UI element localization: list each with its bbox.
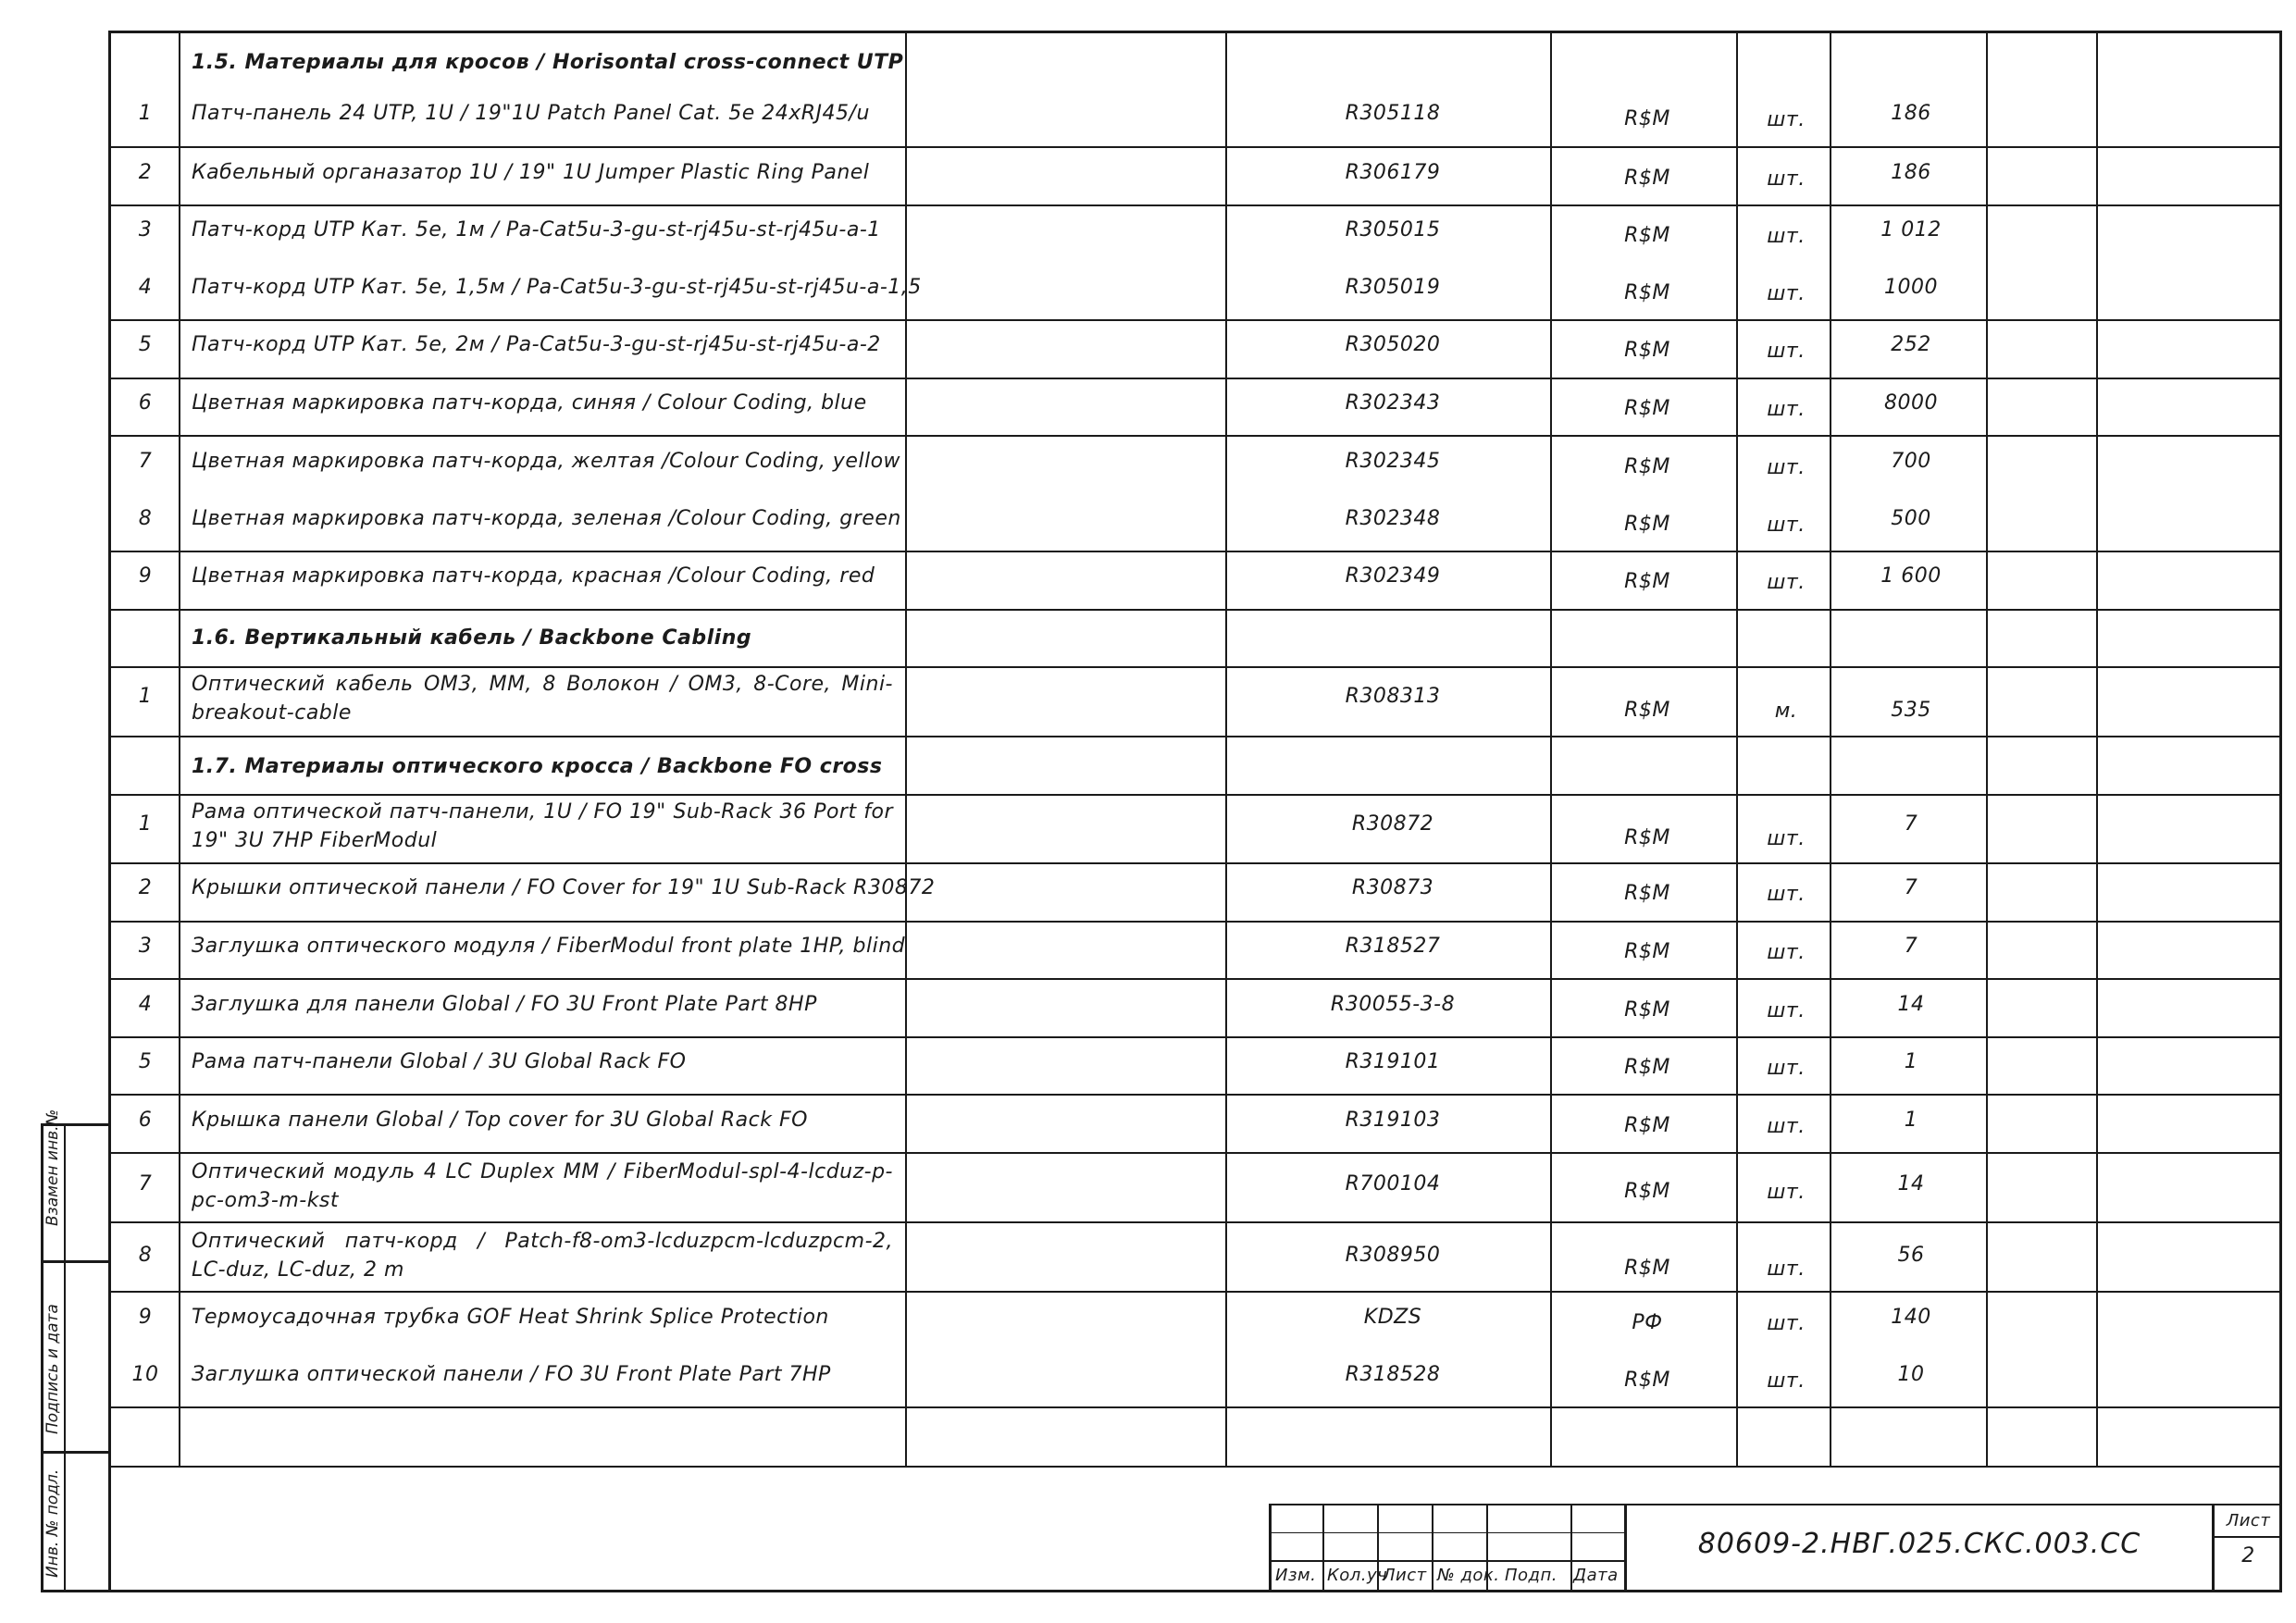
item-name: Цветная маркировка патч-корда, желтая /Colour Coding, yellow [192,450,901,473]
item-unit: шт. [1767,108,1806,131]
side-stamp-line [41,1260,111,1263]
item-name: Оптический патч-корд / Patch-f8-om3-lcduzpcm-lcduzpcm-2, LC-duz, LC-duz, 2 m [192,1230,893,1282]
item-unit: м. [1774,700,1798,723]
row-line [108,319,2282,321]
item-maker: R$M [1624,107,1670,130]
item-code: KDZS [1363,1306,1422,1329]
item-unit: шт. [1767,1057,1806,1080]
item-qty: 14 [1897,1172,1925,1196]
item-num: 10 [131,1363,159,1386]
frame-right-line [2279,31,2282,1592]
item-unit: шт. [1767,1115,1806,1138]
item-code: R305020 [1345,333,1441,356]
table-bottom-line [108,1466,2282,1468]
col-line-qty [1986,31,1988,1467]
item-maker: R$M [1624,1369,1670,1392]
item-num: 2 [138,876,153,899]
item-code: R306179 [1345,161,1441,184]
item-qty: 1 012 [1880,218,1942,242]
item-num: 3 [138,935,153,958]
col-line-unit [1830,31,1831,1467]
item-name: Цветная маркировка патч-корда, синяя / Colour Coding, blue [192,391,867,415]
item-maker: R$M [1624,1114,1670,1137]
item-code: R308950 [1345,1244,1441,1267]
item-num: 5 [138,1050,153,1073]
item-qty: 1 [1904,1109,1918,1132]
item-name: Патч-панель 24 UTP, 1U / 19"1U Patch Panel Cat. 5e 24xRJ45/u [192,102,870,125]
item-num: 9 [138,564,153,588]
item-code: R302343 [1345,391,1441,415]
item-name: Оптический кабель ОМ3, ММ, 8 Волокон / OM3, 8-Core, Mini-breakout-cable [192,673,893,725]
item-qty: 7 [1904,935,1918,958]
item-qty: 700 [1891,450,1931,473]
sheet-label: Лист [2226,1511,2271,1530]
item-unit: шт. [1767,225,1806,248]
col-izm-label: Изм. [1275,1566,1317,1585]
item-num: 4 [138,993,153,1016]
item-maker: R$M [1624,339,1670,362]
item-maker: R$M [1624,940,1670,963]
item-qty: 1000 [1884,276,1938,299]
item-code: R305118 [1345,102,1441,125]
item-num: 4 [138,276,153,299]
row-line [108,1036,2282,1038]
item-num: 1 [138,685,153,708]
section-title: 1.5. Материалы для кросов / Horisontal cross-connect UTP [192,51,904,74]
item-unit: шт. [1767,282,1806,305]
item-name: Заглушка оптического модуля / FiberModul front plate 1HP, blind [192,935,906,958]
col-list-label: Лист [1383,1566,1427,1585]
item-qty: 500 [1891,507,1931,530]
item-code: R318528 [1345,1363,1441,1386]
item-qty: 140 [1891,1306,1931,1329]
item-code: R308313 [1345,685,1441,708]
item-qty: 14 [1897,993,1925,1016]
row-line [108,666,2282,668]
row-line [108,1094,2282,1096]
frame-left-line [108,31,111,1592]
item-maker: R$M [1624,513,1670,536]
row-line [108,146,2282,148]
title-block-top-line [1269,1504,2282,1505]
item-code: R30873 [1351,876,1434,899]
col-line-type [1225,31,1227,1467]
section-title: 1.7. Материалы оптического кросса / Backbone FO cross [192,755,883,778]
replace-inv-label: Взамен инв.№ [43,1109,62,1226]
item-code: R302345 [1345,450,1441,473]
side-stamp-line [41,1590,111,1592]
item-qty: 8000 [1884,391,1938,415]
item-num: 3 [138,218,153,242]
row-line [108,921,2282,923]
section-title: 1.6. Вертикальный кабель / Backbone Cabling [192,626,752,650]
row-line [108,609,2282,611]
item-qty: 1 600 [1880,564,1942,588]
item-unit: шт. [1767,999,1806,1022]
item-maker: R$M [1624,699,1670,722]
row-line [108,736,2282,737]
item-maker: R$M [1624,281,1670,304]
item-qty: 1 [1904,1050,1918,1073]
item-name: Заглушка оптической панели / FO 3U Front Plate Part 7HP [192,1363,831,1386]
item-num: 9 [138,1306,153,1329]
col-line-code [1550,31,1552,1467]
item-maker: R$M [1624,570,1670,593]
item-num: 7 [138,450,153,473]
item-name: Термоусадочная трубка GOF Heat Shrink Splice Protection [192,1306,829,1329]
item-unit: шт. [1767,1258,1806,1281]
item-code: R30872 [1351,812,1434,836]
item-unit: шт. [1767,1181,1806,1204]
title-col-line [1570,1504,1572,1592]
item-num: 8 [138,507,153,530]
item-code: R30055-3-8 [1330,993,1456,1016]
item-num: 2 [138,161,153,184]
item-name: Крышки оптической панели / FO Cover for 19" 1U Sub-Rack R30872 [192,876,936,899]
col-kol-label: Кол.уч [1327,1566,1388,1585]
item-name: Рама патч-панели Global / 3U Global Rack FO [192,1050,687,1073]
item-maker: R$M [1624,1056,1670,1079]
col-line-num [179,31,180,1467]
title-col-line [1432,1504,1433,1592]
item-code: R318527 [1345,935,1441,958]
row-line [108,1406,2282,1408]
frame-bottom-line [108,1590,2282,1592]
item-unit: шт. [1767,1369,1806,1393]
item-code: R700104 [1345,1172,1441,1196]
col-doc-label: № док. [1437,1566,1500,1585]
item-name: Патч-корд UTP Кат. 5е, 2м / Pa-Cat5u-3-gu-st-rj45u-st-rj45u-a-2 [192,333,881,356]
item-code: R305015 [1345,218,1441,242]
row-line [108,794,2282,796]
row-line [108,204,2282,206]
row-line [108,378,2282,379]
item-code: R305019 [1345,276,1441,299]
col-line-mass [2096,31,2098,1467]
item-qty: 10 [1897,1363,1925,1386]
side-stamp-line [41,1451,111,1454]
item-name: Цветная маркировка патч-корда, красная /Colour Coding, red [192,564,875,588]
row-line [108,1152,2282,1154]
item-num: 6 [138,1109,153,1132]
row-line [108,1221,2282,1223]
item-maker: R$M [1624,1180,1670,1203]
title-col-line [1624,1504,1627,1592]
item-qty: 252 [1891,333,1931,356]
item-maker: R$M [1624,882,1670,905]
item-unit: шт. [1767,883,1806,906]
item-qty: 7 [1904,812,1918,836]
item-unit: шт. [1767,1312,1806,1335]
item-qty: 186 [1891,161,1931,184]
item-maker: R$M [1624,224,1670,247]
sheet-row-line [2212,1536,2282,1538]
item-unit: шт. [1767,514,1806,537]
item-maker: R$M [1624,397,1670,420]
item-maker: R$M [1624,998,1670,1022]
item-num: 5 [138,333,153,356]
title-block-left-line [1269,1504,1272,1592]
row-line [108,435,2282,437]
inv-orig-label: Инв. № подл. [43,1468,62,1578]
item-name: Кабельный органазатор 1U / 19" 1U Jumper Plastic Ring Panel [192,161,870,184]
item-code: R319101 [1345,1050,1441,1073]
item-name: Патч-корд UTP Кат. 5е, 1м / Pa-Cat5u-3-gu-st-rj45u-st-rj45u-a-1 [192,218,881,242]
row-line [108,978,2282,980]
item-unit: шт. [1767,571,1806,594]
item-maker: R$M [1624,826,1670,849]
item-name: Оптический модуль 4 LC Duplex MM / FiberModul-spl-4-lcduz-p-pc-om3-m-kst [192,1160,893,1212]
item-unit: шт. [1767,398,1806,421]
side-stamp-inner-line [64,1123,66,1592]
frame-top-line [108,31,2282,33]
item-num: 7 [138,1172,153,1196]
item-name: Патч-корд UTP Кат. 5е, 1,5м / Pa-Cat5u-3-gu-st-rj45u-st-rj45u-a-1,5 [192,276,922,299]
item-maker: РФ [1632,1311,1663,1334]
col-line-name [905,31,907,1467]
item-num: 8 [138,1244,153,1267]
item-num: 1 [138,102,153,125]
col-line-maker [1736,31,1738,1467]
item-unit: шт. [1767,941,1806,964]
item-qty: 7 [1904,876,1918,899]
item-name: Крышка панели Global / Top cover for 3U Global Rack FO [192,1109,808,1132]
item-qty: 535 [1891,699,1931,722]
item-qty: 186 [1891,102,1931,125]
item-code: R319103 [1345,1109,1441,1132]
document-code: 80609-2.НВГ.025.СКС.003.СС [1697,1528,2141,1560]
col-sign-label: Подп. [1505,1566,1558,1585]
row-line [108,551,2282,552]
row-line [108,1291,2282,1293]
sheet-number: 2 [2241,1544,2255,1567]
row-line [108,862,2282,864]
item-unit: шт. [1767,167,1806,191]
title-col-line [1322,1504,1324,1592]
item-code: R302348 [1345,507,1441,530]
item-num: 1 [138,812,153,836]
item-qty: 56 [1897,1244,1925,1267]
item-unit: шт. [1767,340,1806,363]
item-name: Цветная маркировка патч-корда, зеленая /Colour Coding, green [192,507,901,530]
item-unit: шт. [1767,456,1806,479]
item-name: Заглушка для панели Global / FO 3U Front Plate Part 8HP [192,993,817,1016]
item-maker: R$M [1624,455,1670,478]
signature-date-label: Подпись и дата [43,1304,62,1434]
item-unit: шт. [1767,827,1806,850]
item-num: 6 [138,391,153,415]
item-maker: R$M [1624,167,1670,190]
item-name: Рама оптической патч-панели, 1U / FO 19" Sub-Rack 36 Port for 19" 3U 7HP FiberModul [192,800,893,852]
item-maker: R$M [1624,1257,1670,1280]
col-date-label: Дата [1573,1566,1619,1585]
item-code: R302349 [1345,564,1441,588]
